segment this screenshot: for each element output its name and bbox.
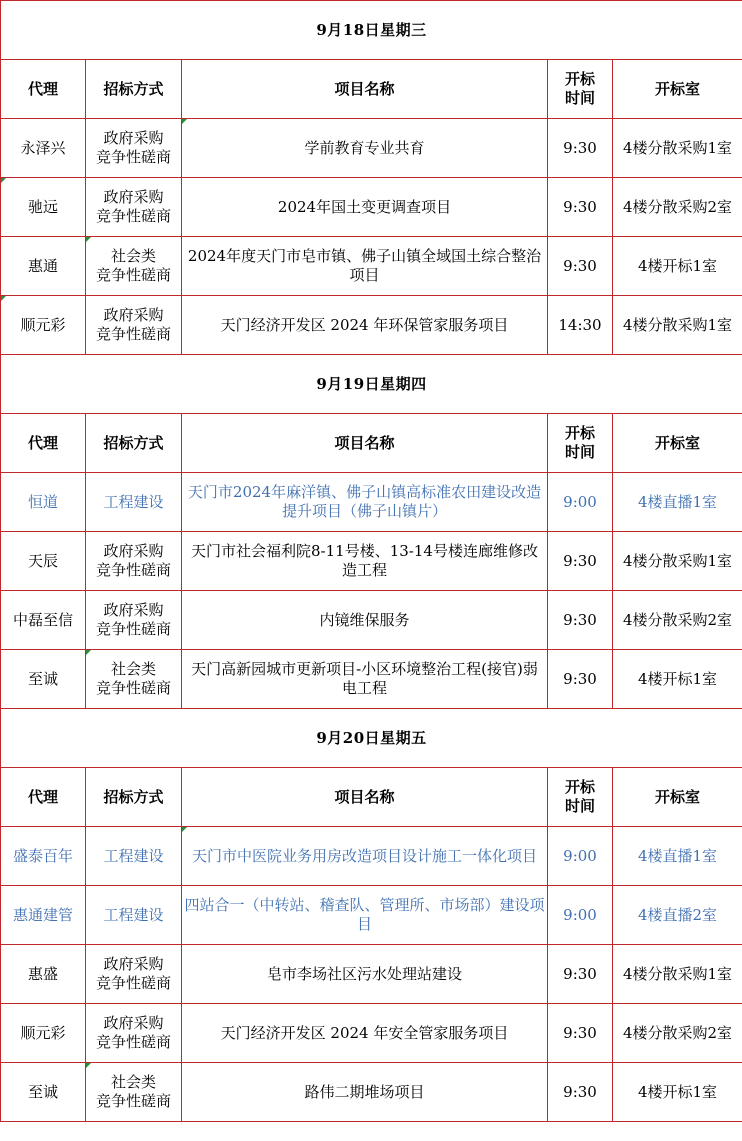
room-cell: 4楼直播1室 bbox=[613, 827, 742, 886]
project-cell: 四站合一（中转站、稽查队、管理所、市场部）建设项目 bbox=[182, 886, 548, 945]
room-cell: 4楼分散采购2室 bbox=[613, 591, 742, 650]
method-cell: 政府采购 竞争性磋商 bbox=[86, 1004, 182, 1063]
project-cell: 皂市李场社区污水处理站建设 bbox=[182, 945, 548, 1004]
day-title-row bbox=[1, 1, 742, 60]
agent-cell: 惠通建管 bbox=[1, 886, 86, 945]
room-cell: 4楼开标1室 bbox=[613, 1063, 742, 1122]
day-title-row bbox=[1, 709, 742, 768]
room-cell: 4楼直播2室 bbox=[613, 886, 742, 945]
time-cell: 9:30 bbox=[548, 650, 613, 709]
agent-cell: 至诚 bbox=[1, 1063, 86, 1122]
room-cell: 4楼开标1室 bbox=[613, 650, 742, 709]
time-cell: 9:30 bbox=[548, 591, 613, 650]
header-room: 开标室 bbox=[613, 768, 742, 827]
header-method: 招标方式 bbox=[86, 768, 182, 827]
table-row bbox=[1, 178, 742, 237]
time-cell: 9:30 bbox=[548, 178, 613, 237]
agent-cell: 盛泰百年 bbox=[1, 827, 86, 886]
method-cell: 工程建设 bbox=[86, 473, 182, 532]
time-cell: 9:00 bbox=[548, 886, 613, 945]
agent-cell: 惠通 bbox=[1, 237, 86, 296]
table-row bbox=[1, 827, 742, 886]
header-time: 开标 时间 bbox=[548, 60, 613, 119]
method-cell: 政府采购 竞争性磋商 bbox=[86, 591, 182, 650]
project-cell: 天门市2024年麻洋镇、佛子山镇高标准农田建设改造提升项目（佛子山镇片） bbox=[182, 473, 548, 532]
method-cell: 社会类 竞争性磋商 bbox=[86, 1063, 182, 1122]
day-title-row bbox=[1, 355, 742, 414]
agent-cell: 驰远 bbox=[1, 178, 86, 237]
project-cell: 天门市社会福利院8-11号楼、13-14号楼连廊维修改造工程 bbox=[182, 532, 548, 591]
project-cell: 学前教育专业共育 bbox=[182, 119, 548, 178]
method-cell: 社会类 竞争性磋商 bbox=[86, 650, 182, 709]
room-cell: 4楼分散采购1室 bbox=[613, 119, 742, 178]
header-row bbox=[1, 60, 742, 119]
header-time: 开标 时间 bbox=[548, 414, 613, 473]
project-cell: 2024年度天门市皂市镇、佛子山镇全域国土综合整治项目 bbox=[182, 237, 548, 296]
header-agent: 代理 bbox=[1, 60, 86, 119]
project-cell: 天门经济开发区 2024 年环保管家服务项目 bbox=[182, 296, 548, 355]
project-cell: 天门市中医院业务用房改造项目设计施工一体化项目 bbox=[182, 827, 548, 886]
project-cell: 天门高新园城市更新项目-小区环境整治工程(接官)弱电工程 bbox=[182, 650, 548, 709]
table-row bbox=[1, 296, 742, 355]
table-row bbox=[1, 1063, 742, 1122]
agent-cell: 恒道 bbox=[1, 473, 86, 532]
time-cell: 9:30 bbox=[548, 237, 613, 296]
room-cell: 4楼直播1室 bbox=[613, 473, 742, 532]
method-cell: 政府采购 竞争性磋商 bbox=[86, 178, 182, 237]
room-cell: 4楼分散采购1室 bbox=[613, 532, 742, 591]
method-cell: 政府采购 竞争性磋商 bbox=[86, 119, 182, 178]
project-cell: 路伟二期堆场项目 bbox=[182, 1063, 548, 1122]
method-cell: 工程建设 bbox=[86, 886, 182, 945]
header-agent: 代理 bbox=[1, 414, 86, 473]
header-row bbox=[1, 414, 742, 473]
table-row bbox=[1, 473, 742, 532]
header-method: 招标方式 bbox=[86, 414, 182, 473]
table-row bbox=[1, 532, 742, 591]
time-cell: 14:30 bbox=[548, 296, 613, 355]
time-cell: 9:00 bbox=[548, 473, 613, 532]
day-title: 9月20日星期五 bbox=[1, 709, 742, 768]
agent-cell: 顺元彩 bbox=[1, 296, 86, 355]
time-cell: 9:30 bbox=[548, 945, 613, 1004]
project-cell: 内镜维保服务 bbox=[182, 591, 548, 650]
room-cell: 4楼开标1室 bbox=[613, 237, 742, 296]
header-row bbox=[1, 768, 742, 827]
room-cell: 4楼分散采购2室 bbox=[613, 178, 742, 237]
method-cell: 工程建设 bbox=[86, 827, 182, 886]
day-title: 9月18日星期三 bbox=[1, 1, 742, 60]
header-agent: 代理 bbox=[1, 768, 86, 827]
header-project: 项目名称 bbox=[182, 60, 548, 119]
room-cell: 4楼分散采购1室 bbox=[613, 296, 742, 355]
table-row bbox=[1, 886, 742, 945]
table-row bbox=[1, 1004, 742, 1063]
agent-cell: 天辰 bbox=[1, 532, 86, 591]
header-room: 开标室 bbox=[613, 60, 742, 119]
time-cell: 9:30 bbox=[548, 532, 613, 591]
room-cell: 4楼分散采购1室 bbox=[613, 945, 742, 1004]
agent-cell: 永泽兴 bbox=[1, 119, 86, 178]
method-cell: 政府采购 竞争性磋商 bbox=[86, 532, 182, 591]
method-cell: 社会类 竞争性磋商 bbox=[86, 237, 182, 296]
room-cell: 4楼分散采购2室 bbox=[613, 1004, 742, 1063]
method-cell: 政府采购 竞争性磋商 bbox=[86, 945, 182, 1004]
time-cell: 9:30 bbox=[548, 1004, 613, 1063]
agent-cell: 顺元彩 bbox=[1, 1004, 86, 1063]
agent-cell: 至诚 bbox=[1, 650, 86, 709]
header-room: 开标室 bbox=[613, 414, 742, 473]
agent-cell: 中磊至信 bbox=[1, 591, 86, 650]
time-cell: 9:30 bbox=[548, 119, 613, 178]
table-row bbox=[1, 119, 742, 178]
agent-cell: 惠盛 bbox=[1, 945, 86, 1004]
header-project: 项目名称 bbox=[182, 414, 548, 473]
project-cell: 2024年国土变更调查项目 bbox=[182, 178, 548, 237]
day-title: 9月19日星期四 bbox=[1, 355, 742, 414]
table-row bbox=[1, 591, 742, 650]
time-cell: 9:00 bbox=[548, 827, 613, 886]
header-project: 项目名称 bbox=[182, 768, 548, 827]
table-row bbox=[1, 945, 742, 1004]
table-row bbox=[1, 237, 742, 296]
header-time: 开标 时间 bbox=[548, 768, 613, 827]
project-cell: 天门经济开发区 2024 年安全管家服务项目 bbox=[182, 1004, 548, 1063]
header-method: 招标方式 bbox=[86, 60, 182, 119]
table-row bbox=[1, 650, 742, 709]
time-cell: 9:30 bbox=[548, 1063, 613, 1122]
method-cell: 政府采购 竞争性磋商 bbox=[86, 296, 182, 355]
